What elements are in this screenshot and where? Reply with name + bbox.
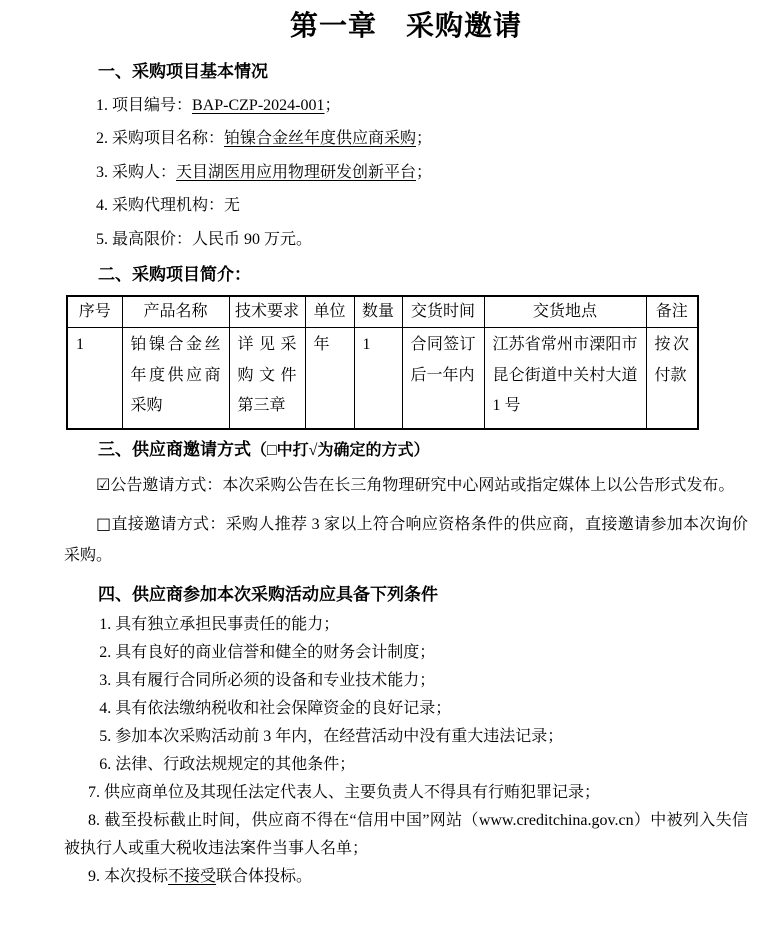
direct-invite-text: 直接邀请方式：采购人推荐 3 家以上符合响应资格条件的供应商，直接邀请参加本次询价采购。 [64,516,748,564]
project-spec-table [66,295,699,430]
cell-delivery-time: 合同签订后一年内 [402,328,484,429]
condition9-underlined: 不接受 [168,868,217,886]
unchecked-checkbox-icon: □ [96,514,112,534]
header-quantity: 数量 [354,296,402,328]
checked-checkbox-icon: ☑ [96,474,111,494]
cell-quantity: 1 [354,328,402,429]
project-name-item [64,122,748,156]
announcement-invite-text: 公告邀请方式：本次采购公告在长三角物理研究中心网站或指定媒体上以公告形式发布。 [110,476,735,494]
header-product-name: 产品名称 [122,296,229,328]
project-number-item [64,89,748,123]
section2-heading: 二、采购项目简介： [98,264,251,284]
header-tech-requirements: 技术要求 [229,296,305,328]
project-number-punct: ； [324,96,341,114]
condition-item-1: 1. 具有独立承担民事责任的能力； [99,616,340,634]
section3-heading [64,434,748,466]
header-unit: 单位 [305,296,354,328]
condition-item-4: 4. 具有依法缴纳税收和社会保障资金的良好记录； [99,700,452,718]
cell-unit: 年 [305,328,354,429]
purchaser-punct: ； [416,163,433,181]
table-row [67,328,698,429]
project-name-punct: ； [416,130,433,148]
header-delivery-time: 交货时间 [402,296,484,328]
condition-item-6: 6. 法律、行政法规规定的其他条件； [99,756,356,774]
header-delivery-location: 交货地点 [484,296,646,328]
section-supplier-conditions [64,579,748,891]
condition9-suffix: 联合体投标。 [216,868,313,886]
cell-delivery-location: 江苏省常州市溧阳市昆仑街道中关村大道 1 号 [484,328,646,429]
project-name-value: 铂镍合金丝年度供应商采购 [224,130,417,148]
cell-remarks: 按次付款 [646,328,698,429]
header-index: 序号 [67,296,122,328]
condition-item-3: 3. 具有履行合同所必须的设备和专业技术能力； [99,672,436,690]
purchaser-label: 3. 采购人： [96,163,177,181]
table-header-row [67,296,698,328]
condition-item-9 [64,863,748,891]
page-title: 第一章 采购邀请 [289,10,522,41]
section-basic-info [64,56,748,256]
purchaser-item [64,156,748,190]
cell-tech-requirements: 详见采购文件第三章 [229,328,305,429]
section-invitation-method [64,434,748,572]
cell-index: 1 [67,328,122,429]
project-number-label: 1. 项目编号： [96,96,193,114]
announcement-invite-option [64,470,748,501]
section3-heading-note: （□中打√为确定的方式） [251,441,430,459]
agency-item: 4. 采购代理机构：无 [96,197,241,215]
direct-invite-option [64,509,748,571]
condition-item-7: 7. 供应商单位及其现任法定代表人、主要负责人不得具有行贿犯罪记录； [88,784,601,802]
table-row [67,296,698,328]
project-number-value: BAP-CZP-2024-001 [192,96,325,114]
project-name-label: 2. 采购项目名称： [96,130,225,148]
condition9-prefix: 9. 本次投标 [88,868,169,886]
section3-heading-main: 三、供应商邀请方式 [98,439,251,459]
price-limit-item: 5. 最高限价：人民币 90 万元。 [96,231,313,249]
section4-heading: 四、供应商参加本次采购活动应具备下列条件 [98,585,438,605]
section-project-brief [64,259,748,430]
purchaser-value: 天目湖医用应用物理研发创新平台 [176,163,417,181]
condition-item-5: 5. 参加本次采购活动前 3 年内，在经营活动中没有重大违法记录； [99,728,564,746]
condition-item-8: 8. 截至投标截止时间，供应商不得在“信用中国”网站（www.creditchina.gov.cn）中被列入失信被执行人或重大税收违法案件当事人名单； [64,812,748,858]
section1-heading: 一、采购项目基本情况 [98,62,268,82]
cell-product-name: 铂镍合金丝年度供应商采购 [122,328,229,429]
condition-item-2: 2. 具有良好的商业信誉和健全的财务会计制度； [99,644,436,662]
header-remarks: 备注 [646,296,698,328]
